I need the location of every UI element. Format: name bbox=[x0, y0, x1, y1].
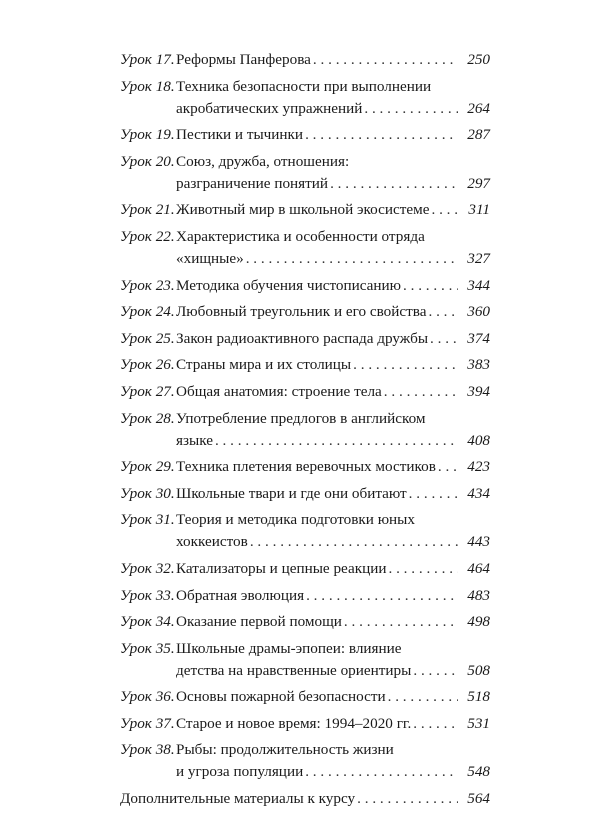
toc-entry-line bbox=[120, 686, 490, 708]
dot-leader bbox=[330, 173, 458, 195]
lesson-title: Дополнительные материалы к курсу bbox=[120, 790, 356, 808]
dot-leader bbox=[438, 456, 458, 478]
toc-entry-line bbox=[120, 354, 490, 376]
toc-entry-line bbox=[120, 124, 490, 146]
toc-entry-line bbox=[120, 430, 490, 452]
lesson-title: Общая анатомия: строение тела bbox=[176, 382, 382, 400]
lesson-title: Животный мир в школьной экосистеме bbox=[176, 201, 430, 219]
dot-leader bbox=[305, 761, 458, 783]
toc-entry[interactable] bbox=[120, 638, 490, 682]
lesson-number: Урок 31. bbox=[120, 511, 175, 529]
toc-entry-line bbox=[120, 761, 490, 783]
dot-leader bbox=[413, 660, 458, 682]
toc-entry-line bbox=[120, 301, 490, 323]
toc-entry-line bbox=[120, 531, 490, 553]
lesson-title: акробатических упражнений bbox=[176, 99, 363, 117]
toc-entry[interactable] bbox=[120, 151, 490, 195]
dot-leader bbox=[428, 301, 458, 323]
lesson-number: Урок 25. bbox=[120, 329, 175, 347]
toc-entry-line bbox=[120, 611, 490, 633]
toc-entry[interactable] bbox=[120, 49, 490, 71]
page-number: 548 bbox=[467, 763, 490, 781]
lesson-number: Урок 19. bbox=[120, 126, 175, 144]
page-number: 564 bbox=[467, 790, 490, 808]
toc-entry[interactable] bbox=[120, 76, 490, 120]
page-number: 287 bbox=[467, 126, 490, 144]
toc-entry[interactable] bbox=[120, 509, 490, 553]
toc-entry-line bbox=[120, 248, 490, 270]
page-number: 311 bbox=[468, 201, 490, 219]
lesson-title: Закон радиоактивного распада дружбы bbox=[176, 329, 429, 347]
page-number: 531 bbox=[467, 714, 490, 732]
lesson-title: Школьные драмы-эпопеи: влияние bbox=[176, 639, 402, 657]
page-number: 250 bbox=[467, 51, 490, 68]
toc-entry[interactable] bbox=[120, 483, 490, 505]
lesson-number: Урок 36. bbox=[120, 688, 175, 706]
dot-leader bbox=[357, 788, 458, 810]
lesson-number: Урок 33. bbox=[120, 586, 175, 604]
lesson-number: Урок 23. bbox=[120, 276, 175, 294]
toc-entry[interactable] bbox=[120, 686, 490, 708]
lesson-title: Употребление предлогов в английском bbox=[176, 409, 426, 427]
lesson-title: Школьные твари и где они обитают bbox=[176, 484, 407, 502]
lesson-number: Урок 29. bbox=[120, 458, 175, 476]
lesson-title: Рыбы: продолжительность жизни bbox=[176, 741, 394, 759]
lesson-title: Страны мира и их столицы bbox=[176, 356, 352, 374]
page-number: 434 bbox=[467, 484, 490, 502]
dot-leader bbox=[431, 199, 458, 221]
toc-entry-line bbox=[120, 558, 490, 580]
lesson-number: Урок 17. bbox=[120, 51, 175, 68]
toc-entry[interactable] bbox=[120, 713, 490, 735]
page-number: 360 bbox=[467, 303, 490, 321]
toc-entry[interactable] bbox=[120, 408, 490, 452]
lesson-number: Урок 26. bbox=[120, 356, 175, 374]
dot-leader bbox=[215, 430, 458, 452]
lesson-title: хоккеистов bbox=[176, 533, 248, 551]
dot-leader bbox=[388, 686, 458, 708]
lesson-title: «хищные» bbox=[176, 249, 244, 267]
toc-entry-line bbox=[120, 199, 490, 221]
dot-leader bbox=[250, 531, 458, 553]
lesson-title: Оказание первой помощи bbox=[176, 613, 342, 631]
lesson-title: Катализаторы и цепные реакции bbox=[176, 559, 387, 577]
lesson-title: Техника безопасности при выполнении bbox=[176, 77, 432, 95]
page-number: 483 bbox=[467, 586, 490, 604]
toc-entry-line bbox=[120, 739, 490, 761]
dot-leader bbox=[305, 124, 458, 146]
dot-leader bbox=[409, 483, 458, 505]
lesson-number: Урок 20. bbox=[120, 152, 175, 170]
toc-entry[interactable] bbox=[120, 354, 490, 376]
lesson-number: Урок 30. bbox=[120, 484, 175, 502]
lesson-title: Методика обучения чистописанию bbox=[176, 276, 401, 294]
toc-entry-line bbox=[120, 328, 490, 350]
toc-entry-line bbox=[120, 49, 490, 71]
toc-entry-line bbox=[120, 509, 490, 531]
toc-entry-line bbox=[120, 381, 490, 403]
lesson-number: Урок 28. bbox=[120, 409, 175, 427]
toc-entry[interactable] bbox=[120, 381, 490, 403]
lesson-number: Урок 18. bbox=[120, 77, 175, 95]
lesson-title: Техника плетения веревочных мостиков bbox=[176, 458, 436, 476]
toc-entry[interactable] bbox=[120, 558, 490, 580]
toc-entry-line bbox=[120, 98, 490, 120]
toc-entry[interactable] bbox=[120, 788, 490, 810]
lesson-title: Старое и новое время: 1994–2020 гг. bbox=[176, 714, 412, 732]
page-number: 297 bbox=[467, 174, 490, 192]
toc-entry[interactable] bbox=[120, 739, 490, 783]
dot-leader bbox=[413, 713, 458, 735]
toc-entry-line bbox=[120, 638, 490, 660]
toc-entry-line bbox=[120, 483, 490, 505]
table-of-contents bbox=[120, 49, 490, 815]
page-number: 464 bbox=[467, 559, 490, 577]
lesson-title: Теория и методика подготовки юных bbox=[176, 511, 415, 529]
toc-entry-line bbox=[120, 408, 490, 430]
toc-entry[interactable] bbox=[120, 328, 490, 350]
lesson-title: Союз, дружба, отношения: bbox=[176, 152, 350, 170]
lesson-title: и угроза популяции bbox=[176, 763, 304, 781]
lesson-number: Урок 21. bbox=[120, 201, 175, 219]
lesson-title: детства на нравственные ориентиры bbox=[176, 661, 412, 679]
page-number: 518 bbox=[467, 688, 490, 706]
lesson-title: Основы пожарной безопасности bbox=[176, 688, 386, 706]
lesson-title: Характеристика и особенности отряда bbox=[176, 227, 425, 245]
page-number: 423 bbox=[467, 458, 490, 476]
dot-leader bbox=[313, 49, 458, 71]
toc-entry[interactable] bbox=[120, 226, 490, 270]
toc-entry-line bbox=[120, 713, 490, 735]
lesson-number: Урок 27. bbox=[120, 382, 175, 400]
toc-entry[interactable] bbox=[120, 301, 490, 323]
dot-leader bbox=[306, 585, 458, 607]
page-number: 383 bbox=[467, 356, 490, 374]
toc-entry-line bbox=[120, 456, 490, 478]
dot-leader bbox=[403, 275, 458, 297]
toc-entry[interactable] bbox=[120, 124, 490, 146]
page-number: 394 bbox=[467, 382, 490, 400]
toc-entry-line bbox=[120, 585, 490, 607]
toc-entry-line bbox=[120, 788, 490, 810]
toc-entry[interactable] bbox=[120, 611, 490, 633]
page-number: 408 bbox=[467, 431, 490, 449]
toc-entry[interactable] bbox=[120, 585, 490, 607]
toc-entry[interactable] bbox=[120, 456, 490, 478]
page-number: 498 bbox=[467, 613, 490, 631]
toc-entry-line bbox=[120, 660, 490, 682]
lesson-title: разграничение понятий bbox=[176, 174, 329, 192]
dot-leader bbox=[344, 611, 458, 633]
lesson-title: Реформы Панферова bbox=[176, 51, 311, 68]
lesson-number: Урок 22. bbox=[120, 227, 175, 245]
page-number: 327 bbox=[467, 249, 490, 267]
lesson-number: Урок 37. bbox=[120, 714, 175, 732]
page-number: 344 bbox=[467, 276, 490, 294]
lesson-title: языке bbox=[176, 431, 213, 449]
lesson-title: Пестики и тычинки bbox=[176, 126, 304, 144]
toc-entry-line bbox=[120, 173, 490, 195]
page-number: 264 bbox=[467, 99, 490, 117]
toc-entry[interactable] bbox=[120, 199, 490, 221]
toc-entry-line bbox=[120, 76, 490, 98]
dot-leader bbox=[430, 328, 458, 350]
toc-entry-line bbox=[120, 151, 490, 173]
lesson-number: Урок 35. bbox=[120, 639, 175, 657]
dot-leader bbox=[246, 248, 458, 270]
lesson-number: Урок 38. bbox=[120, 741, 175, 759]
lesson-number: Урок 24. bbox=[120, 303, 175, 321]
dot-leader bbox=[364, 98, 458, 120]
dot-leader bbox=[388, 558, 458, 580]
lesson-number: Урок 34. bbox=[120, 613, 175, 631]
dot-leader bbox=[353, 354, 458, 376]
page-number: 374 bbox=[467, 329, 490, 347]
toc-entry-line bbox=[120, 275, 490, 297]
page-number: 443 bbox=[467, 533, 490, 551]
lesson-number: Урок 32. bbox=[120, 559, 175, 577]
lesson-title: Обратная эволюция bbox=[176, 586, 305, 604]
toc-entry[interactable] bbox=[120, 275, 490, 297]
dot-leader bbox=[384, 381, 458, 403]
lesson-title: Любовный треугольник и его свойства bbox=[176, 303, 427, 321]
page-number: 508 bbox=[467, 661, 490, 679]
toc-entry-line bbox=[120, 226, 490, 248]
